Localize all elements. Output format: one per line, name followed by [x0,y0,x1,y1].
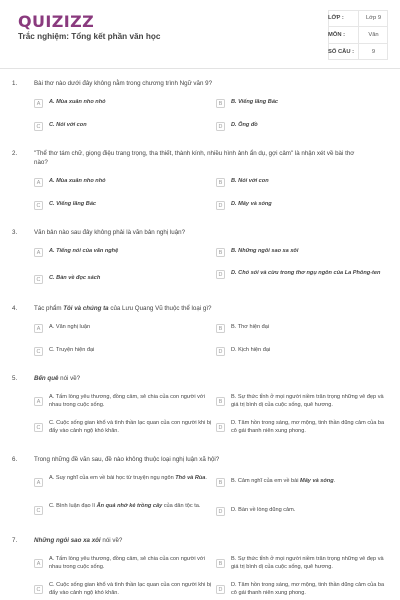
option-letter: D [216,507,225,516]
question-number: 4. [12,305,18,312]
option-b[interactable] [216,99,388,108]
option-letter: B [216,248,225,257]
option-text: C. Cuộc sống gian khổ và tình thần lạc quan của con người khi bị đẩy vào cảnh ngộ khó khăn. [49,420,212,434]
option-text: B. Sự thức tỉnh ở mọi người niềm trân trọng những vẻ đẹp và giá trị bình dị của cuộc sống, quê hương. [231,556,384,570]
option-letter: C [34,201,43,210]
question-number: 7. [12,537,18,544]
option-d[interactable] [216,201,388,210]
option-letter: B [216,397,225,406]
option-d[interactable] [216,347,388,356]
work-title: Mây và sóng [300,478,334,484]
option-letter: A [34,478,43,487]
quizizz-logo: QUIZIZZ [18,12,95,31]
option-b[interactable] [216,324,388,333]
work-title: Tôi và chúng ta [63,305,109,312]
question-text [34,537,364,546]
option-text-part: của dân tộc ta. [162,503,201,509]
option-letter: C [34,423,43,432]
option-d[interactable] [216,582,388,597]
option-text: A. Tấm lòng yêu thương, đồng cảm, sẻ chia của con người với nhau trong cuộc sống. [49,556,205,570]
option-text: D. Ông đồ [231,122,258,128]
meta-row-subject [328,27,388,44]
question-text: Văn bản nào sau đây không phải là văn bản nghị luận? [34,229,186,236]
option-text-part: B. Cảm nghĩ của em về bài [231,478,301,484]
option-a[interactable] [34,475,214,487]
option-text: D. Chó sói và cừu trong thơ ngụ ngôn của La Phông-ten [231,270,381,276]
option-text: C. Truyện hiện đại [49,347,95,353]
option-text [49,503,200,511]
option-text: D. Tâm hồn trong sáng, mơ mộng, tinh thần dũng cảm của ba cô gái thanh niên xung phong. [231,582,385,596]
option-text: B. Thơ hiện đại [231,324,270,330]
option-a[interactable] [34,178,214,187]
option-text: D. Tâm hồn trong sáng, mơ mộng, tinh thần dũng cảm của ba cô gái thanh niên xung phong. [231,420,385,434]
option-a[interactable] [34,324,214,333]
work-title: Thỏ và Rùa [175,475,206,481]
option-letter: B [216,478,225,487]
option-d[interactable] [216,507,388,516]
option-letter: C [34,122,43,131]
option-d[interactable] [216,420,388,435]
option-letter: D [216,270,225,279]
question-text: "Thể thơ tám chữ, giọng điệu trang trọng, tha thiết, thành kính, nhiều hình ảnh ẩn dụ, gợi cảm" là nhận xét về bài thơ nào? [34,150,355,166]
option-b[interactable] [216,478,388,487]
option-a[interactable] [34,556,214,571]
option-text [49,475,207,483]
option-text: A. Mùa xuân nho nhỏ [49,99,106,105]
question-text [34,375,364,384]
option-text: B. Nói với con [231,178,269,184]
question-text: Bài thơ nào dưới đây không nằm trong chương trình Ngữ văn 9? [34,80,213,87]
option-d[interactable] [216,122,388,131]
option-text: A. Tiếng nói của văn nghệ [49,248,119,254]
option-text [231,478,335,486]
option-letter: A [34,248,43,257]
question-text-part: Tác phẩm [34,305,64,312]
meta-value: Văn [358,27,388,43]
question-number: 3. [12,229,18,236]
work-title: Bến quê [34,375,59,382]
question-text-part: nói về? [58,375,81,382]
option-letter: D [216,423,225,432]
option-b[interactable] [216,556,388,571]
option-c[interactable] [34,122,214,131]
option-text: C. Nói với con [49,122,87,128]
option-letter: A [34,99,43,108]
question-text-part: của Lưu Quang Vũ thuộc thể loại gì? [108,305,212,312]
question-number: 6. [12,456,18,463]
worksheet-title: Trắc nghiệm: Tổng kết phần văn học [18,32,161,41]
work-title: Ăn quả nhớ kẻ trồng cây [96,503,163,509]
option-c[interactable] [34,201,214,210]
option-letter: B [216,559,225,568]
option-text: C. Viếng lăng Bác [49,201,97,207]
meta-row-class [328,10,388,27]
option-a[interactable] [34,99,214,108]
option-text: D. Kịch hiện đại [231,347,271,353]
option-text: A. Văn nghị luận [49,324,91,330]
option-letter: D [216,122,225,131]
option-c[interactable] [34,275,214,284]
option-text: D. Bàn về lòng dũng cảm. [231,507,296,513]
meta-label: MÔN : [328,32,346,38]
option-b[interactable] [216,248,388,257]
meta-label: SỐ CÂU : [328,49,355,55]
option-c[interactable] [34,347,214,356]
option-c[interactable] [34,420,214,435]
option-b[interactable] [216,394,388,409]
option-text-part: . [333,478,336,484]
option-letter: C [34,347,43,356]
question-number: 2. [12,150,18,157]
option-letter: D [216,201,225,210]
option-letter: B [216,324,225,333]
option-c[interactable] [34,582,214,597]
option-a[interactable] [34,248,214,257]
meta-value: Lớp 9 [358,10,388,26]
question-text [34,305,364,314]
option-letter: A [34,178,43,187]
option-text: B. Những ngôi sao xa xôi [231,248,299,254]
option-text-part: C. Bình luận đạo lí [49,503,97,509]
option-letter: C [34,506,43,515]
option-text: C. Cuộc sống gian khổ và tình thần lạc quan của con người khi bị đẩy vào cảnh ngộ khó khăn. [49,582,212,596]
option-d[interactable] [216,270,388,279]
work-title: Những ngôi sao xa xôi [34,537,101,544]
question-text: Trong những đề văn sau, đề nào không thuộc loại nghị luận xã hội? [34,456,220,463]
meta-value: 9 [358,44,388,60]
option-text: B. Viếng lăng Bác [231,99,279,105]
option-letter: D [216,585,225,594]
option-text: A. Tấm lòng yêu thương, đồng cảm, sẻ chia của con người với nhau trong cuộc sống. [49,394,205,408]
question-number: 1. [12,80,18,87]
option-letter: C [34,275,43,284]
option-text: A. Mùa xuân nho nhỏ [49,178,106,184]
option-letter: B [216,99,225,108]
option-letter: A [34,324,43,333]
option-text: D. Mây và sóng [231,201,272,207]
option-c[interactable] [34,503,214,515]
option-letter: A [34,397,43,406]
option-letter: C [34,585,43,594]
option-letter: A [34,559,43,568]
option-text-part: A. Suy nghĩ của em về bài học từ truyện ngụ ngôn [49,475,176,481]
question-text-part: nói về? [100,537,123,544]
option-a[interactable] [34,394,214,409]
option-letter: B [216,178,225,187]
option-b[interactable] [216,178,388,187]
option-letter: D [216,347,225,356]
worksheet-header [0,0,400,69]
option-text: B. Sự thức tỉnh ở mọi người niềm trân trọng những vẻ đẹp và giá trị bình dị của cuộc sống, quê hương. [231,394,384,408]
meta-row-count [328,44,388,60]
option-text-part: . [205,475,207,481]
question-number: 5. [12,375,18,382]
option-text: C. Bàn về đọc sách [49,275,101,281]
meta-table [328,10,388,60]
meta-label: LỚP : [328,15,344,21]
